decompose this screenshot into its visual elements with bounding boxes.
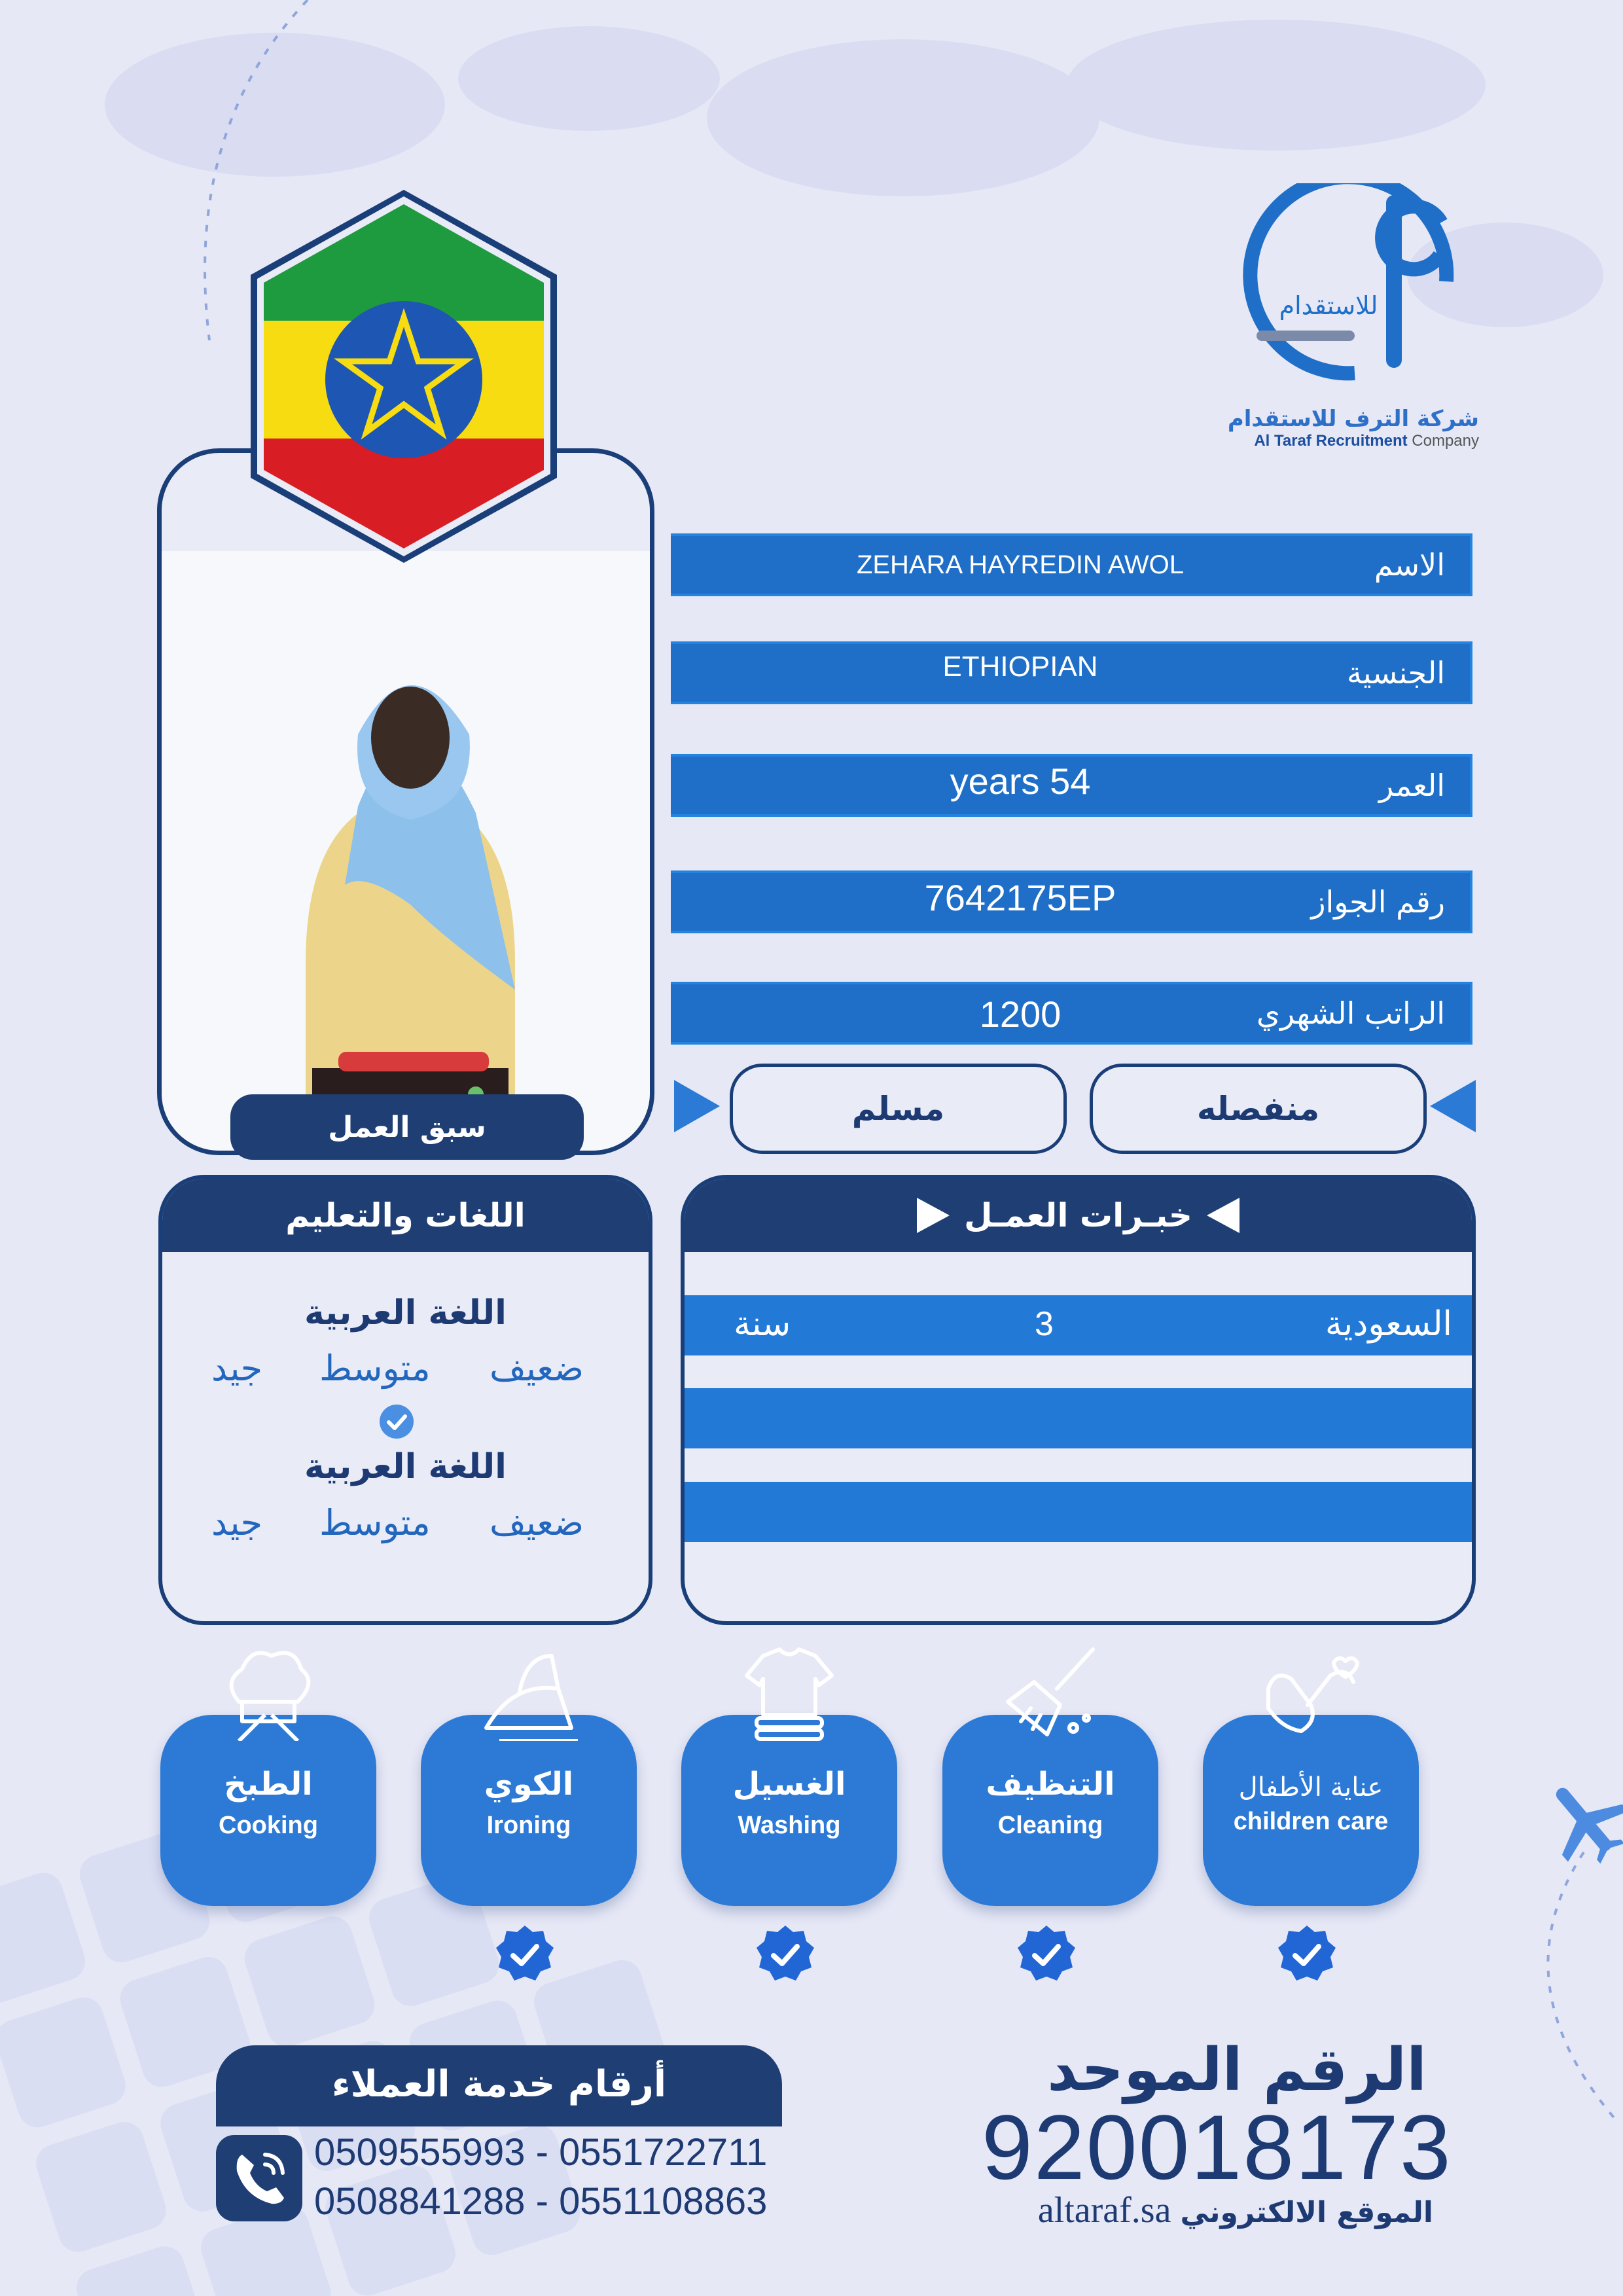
website-label: الموقع الالكتروني (1180, 2196, 1433, 2229)
experience-panel-header (685, 1179, 1472, 1252)
company-logo (1230, 183, 1466, 406)
marital-status-pill: منفصله (1090, 1064, 1427, 1154)
experience-country: السعودية (1325, 1304, 1452, 1344)
ethiopia-flag (239, 190, 569, 563)
arrow-right-icon (917, 1198, 950, 1233)
skill-children-care (1203, 1715, 1419, 1906)
info-row-nationality (658, 641, 1472, 704)
age-label: العمر (1379, 768, 1445, 803)
salary-label: الراتب الشهري (1257, 996, 1445, 1031)
experience-unit: سنة (734, 1304, 791, 1344)
language-name: اللغة العربية (304, 1447, 507, 1486)
name-label: الاسم (1374, 547, 1445, 583)
arrow-right-icon (674, 1080, 720, 1132)
skill-label-en: Cooking (219, 1812, 318, 1839)
level-weak[interactable]: ضعيف (490, 1348, 584, 1389)
skill-label-en: children care (1233, 1808, 1389, 1835)
customer-service-numbers-1[interactable]: 0509555993 - 0551722711 (314, 2131, 768, 2174)
skill-cooking (160, 1715, 376, 1906)
languages-panel-title: اللغات والتعليم (162, 1179, 649, 1252)
experience-row-empty (685, 1388, 1472, 1448)
level-good[interactable]: جيد (211, 1348, 263, 1389)
svg-text:للاستقدام: للاستقدام (1279, 291, 1378, 320)
company-name-en: Al Taraf Recruitment Company (1254, 432, 1479, 450)
name-value: ZEHARA HAYREDIN AWOL (856, 550, 1185, 579)
skill-label-en: Cleaning (997, 1812, 1103, 1839)
laundry-icon (734, 1643, 845, 1741)
checked-badge-icon (1016, 1924, 1077, 1984)
level-good[interactable]: جيد (211, 1502, 263, 1543)
skill-cleaning (942, 1715, 1158, 1906)
skill-ironing (421, 1715, 637, 1906)
airplane-route (1505, 1767, 1623, 2134)
skill-label-ar: الكوي (484, 1766, 574, 1803)
unified-number[interactable]: 920018173 (982, 2096, 1452, 2198)
skill-label-ar: الطبخ (224, 1766, 313, 1803)
experience-tab[interactable]: سبق العمل (230, 1094, 584, 1160)
divider (216, 2123, 782, 2126)
info-row-name (658, 533, 1472, 596)
experience-row (685, 1295, 1472, 1355)
info-row-salary (658, 982, 1472, 1045)
level-medium[interactable]: متوسط (319, 1502, 431, 1543)
level-medium[interactable]: متوسط (319, 1348, 431, 1389)
nationality-label: الجنسية (1347, 655, 1445, 691)
skill-label-en: Ironing (486, 1812, 571, 1839)
customer-service-title: أرقام خدمة العملاء (216, 2045, 782, 2123)
experience-row-empty (685, 1482, 1472, 1542)
skill-washing (681, 1715, 897, 1906)
unified-number-title: الرقم الموحد (1047, 2036, 1427, 2104)
checked-badge-icon (495, 1924, 555, 1984)
arrow-left-icon (1430, 1080, 1476, 1132)
nationality-value: ETHIOPIAN (942, 651, 1098, 683)
customer-service-numbers-2[interactable]: 0508841288 - 0551108863 (314, 2180, 768, 2223)
age-value: years 54 (950, 761, 1091, 802)
checked-badge-icon (1277, 1924, 1337, 1984)
website-line (851, 2189, 1433, 2231)
experience-years: 3 (1035, 1305, 1054, 1343)
arrow-left-icon (1207, 1198, 1240, 1233)
skill-label-ar: عناية الأطفال (1238, 1772, 1383, 1803)
caring-hands-icon (1255, 1643, 1366, 1741)
worker-photo (279, 597, 541, 1155)
broom-icon (995, 1643, 1106, 1741)
languages-panel (158, 1175, 652, 1625)
religion-pill: مسلم (730, 1064, 1067, 1154)
iron-icon (473, 1643, 584, 1741)
phone-icon (216, 2135, 302, 2221)
checked-badge-icon (755, 1924, 815, 1984)
passport-label: رقم الجواز (1311, 884, 1445, 920)
skill-label-ar: الغسيل (732, 1766, 846, 1803)
check-badge-icon (378, 1403, 415, 1440)
info-row-passport (658, 870, 1472, 933)
experience-panel-title: خبـرات العمـل (964, 1196, 1192, 1234)
skill-label-ar: التنظيف (986, 1766, 1115, 1803)
chef-hat-icon (213, 1643, 324, 1741)
airplane-icon (1528, 1767, 1623, 1879)
work-experience-panel (681, 1175, 1476, 1625)
skill-label-en: Washing (738, 1812, 841, 1839)
passport-value: 7642175EP (924, 877, 1116, 918)
info-row-age (658, 754, 1472, 817)
language-name: اللغة العربية (304, 1293, 507, 1333)
level-weak[interactable]: ضعيف (490, 1502, 584, 1543)
salary-value: 1200 (979, 994, 1061, 1035)
company-name-ar: شركة الترف للاستقدام (1227, 406, 1479, 432)
website-url[interactable]: altaraf.sa (1037, 2190, 1171, 2231)
